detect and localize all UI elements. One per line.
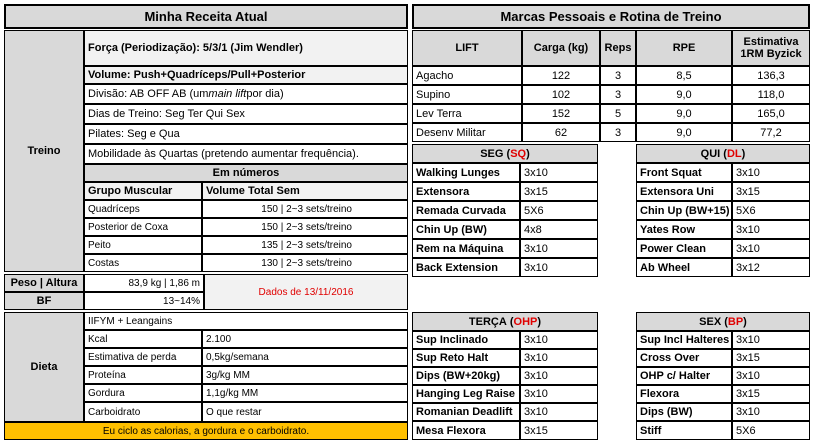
volume-row-1 [202,200,408,218]
iifym-text: IIFYM + Leangains [88,315,173,327]
dieta-val-3 [202,366,408,384]
ter-ex-4 [412,385,520,403]
carga-header-text: Carga (kg) [533,42,589,54]
lift-reps: 5 [614,107,622,120]
exercise-sets: 3x12 [736,261,760,274]
exercise-sets: 3x10 [736,242,760,255]
qui-ex-3 [636,201,732,220]
carga-col-header [522,30,600,66]
lift-row-4-name [412,123,522,142]
peso-value [84,274,204,292]
exercise-sets: 3x15 [736,352,760,364]
lift-row-2-carga [522,85,600,104]
lift-carga: 122 [551,69,571,82]
exercise-sets: 3x10 [736,223,760,236]
lift-row-1-carga [522,66,600,85]
sex-sets-1 [732,331,810,349]
sex-ex-3 [636,367,732,385]
dieta-label [4,312,84,422]
sex-ex-5 [636,403,732,421]
seg-sets-1 [520,163,598,182]
seg-sets-4 [520,220,598,239]
seg-ex-5 [412,239,520,258]
pilates-line [84,124,408,144]
lift-row-3-reps [600,104,636,123]
col-volume-text: Volume Total Sem [206,185,300,197]
volume-line [84,66,408,84]
mobilidade-line [84,144,408,164]
exercise-name: Power Clean [640,242,707,255]
dados-date [204,274,408,310]
volume-value: 130 | 2~3 sets/treino [261,257,352,269]
seg-ex-3 [412,201,520,220]
sex-ex-2 [636,349,732,367]
sex-sets-6 [732,421,810,440]
exercise-sets: 3x10 [524,388,548,400]
dieta-val-1 [202,330,408,348]
seg-ex-6 [412,258,520,277]
grupo-name: Quadríceps [88,203,140,215]
exercise-sets: 3x10 [524,242,548,255]
seg-sets-5 [520,239,598,258]
exercise-name: Extensora Uni [640,185,714,198]
lift-name: Supino [416,88,451,101]
col-grupo-header [84,182,202,200]
mobilidade-text: Mobilidade às Quartas (pretendo aumentar frequência). [88,148,359,160]
exercise-sets: 5X6 [736,424,756,437]
exercise-sets: 3x10 [524,406,548,418]
exercise-name: Walking Lunges [416,166,500,179]
ter-title: TERÇA [468,315,507,328]
dieta-key: Kcal [88,333,108,345]
ter-ex-1 [412,331,520,349]
exercise-sets: 3x10 [524,352,548,364]
treino-label [4,30,84,272]
ter-tag: OHP [513,315,538,328]
left-panel-title [4,4,408,29]
divisao-line [84,84,408,104]
ter-sets-1 [520,331,598,349]
dieta-key-1 [84,330,202,348]
seg-tag: SQ [510,147,527,160]
lift-name: Desenv Militar [416,126,486,139]
exercise-name: Chin Up (BW) [416,223,487,236]
seg-sets-6 [520,258,598,277]
qui-ex-1 [636,163,732,182]
grupo-row-4 [84,254,202,272]
ter-sets-2 [520,349,598,367]
qui-ex-5 [636,239,732,258]
exercise-sets: 3x15 [736,388,760,400]
divisao-post: por dia) [246,88,284,100]
lift-row-3-rpe [636,104,732,123]
seg-ex-1 [412,163,520,182]
right-panel-title [412,4,810,29]
exercise-sets: 3x15 [736,185,760,198]
pilates-text: Pilates: Seg e Qua [88,128,180,140]
treino-label-text: Treino [27,145,61,157]
dieta-footer-text: Eu ciclo as calorias, a gordura e o carboidrato. [102,425,310,437]
exercise-name: Extensora [416,185,470,198]
dados-text: Dados de 13/11/2016 [258,286,354,298]
exercise-sets: 3x10 [736,334,760,346]
lift-row-4-est [732,123,810,142]
seg-ex-4 [412,220,520,239]
seg-sets-2 [520,182,598,201]
lift-rpe: 9,0 [676,88,692,101]
peso-label [4,274,84,292]
dieta-val-4 [202,384,408,402]
lift-row-1-name [412,66,522,85]
ter-sets-5 [520,403,598,421]
exercise-name: Front Squat [640,166,702,179]
qui-sets-3 [732,201,810,220]
volume-value: 135 | 2~3 sets/treino [261,239,352,251]
volume-value: 150 | 2~3 sets/treino [261,221,352,233]
exercise-sets: 4x8 [524,223,542,236]
lift-header-text: LIFT [455,42,479,54]
bf-label [4,292,84,310]
dias-text: Dias de Treino: Seg Ter Qui Sex [88,108,245,120]
exercise-sets: 3x10 [524,261,548,274]
lift-row-4-carga [522,123,600,142]
seg-header: SEG ( SQ ) [412,144,598,163]
dieta-key: Gordura [88,387,125,399]
qui-sets-6 [732,258,810,277]
lift-carga: 62 [554,126,568,139]
lift-row-1-rpe [636,66,732,85]
lift-row-2-rpe [636,85,732,104]
peso-value-text: 83,9 kg | 1,86 m [128,277,200,289]
qui-title: QUI [700,147,721,160]
exercise-name: OHP c/ Halter [640,370,711,382]
grupo-name: Posterior de Coxa [88,221,169,233]
qui-sets-2 [732,182,810,201]
lift-reps: 3 [614,88,622,101]
exercise-sets: 5X6 [736,204,756,217]
exercise-sets: 3x15 [524,424,548,437]
col-grupo-text: Grupo Muscular [88,185,173,197]
lift-est: 165,0 [757,107,785,120]
dieta-val-2 [202,348,408,366]
grupo-row-1 [84,200,202,218]
volume-row-3 [202,236,408,254]
rpe-col-header [636,30,732,66]
ter-ex-2 [412,349,520,367]
dieta-val: 3g/kg MM [206,369,250,381]
ter-header: TERÇA ( OHP ) [412,312,598,331]
seg-ex-2 [412,182,520,201]
lift-row-1-est [732,66,810,85]
exercise-sets: 3x10 [524,370,548,382]
ter-sets-4 [520,385,598,403]
dieta-val: O que restar [206,406,262,418]
divisao-em: main lift [208,88,247,100]
exercise-name: Dips (BW) [640,406,693,418]
lift-rpe: 8,5 [676,69,692,82]
exercise-name: Ab Wheel [640,261,691,274]
volume-value: 150 | 2~3 sets/treino [261,203,352,215]
reps-col-header [600,30,636,66]
estimativa-col-header [732,30,810,66]
lift-row-3-carga [522,104,600,123]
sex-sets-4 [732,385,810,403]
em-numeros-header [84,164,408,182]
dieta-footer [4,422,408,440]
dieta-key-3 [84,366,202,384]
volume-row-2 [202,218,408,236]
seg-title: SEG [480,147,504,160]
lift-row-4-reps [600,123,636,142]
exercise-sets: 3x10 [524,166,548,179]
grupo-name: Peito [88,239,111,251]
exercise-name: Remada Curvada [416,204,506,217]
exercise-name: Cross Over [640,352,700,364]
lift-est: 77,2 [760,126,782,139]
ter-ex-5 [412,403,520,421]
grupo-row-3 [84,236,202,254]
qui-header: QUI ( DL ) [636,144,810,163]
exercise-sets: 3x10 [736,370,760,382]
forca-line [84,30,408,66]
ter-ex-6 [412,421,520,440]
dias-line [84,104,408,124]
lift-est: 136,3 [757,69,785,82]
lift-est: 118,0 [757,88,785,101]
lift-carga: 152 [551,107,571,120]
lift-name: Lev Terra [416,107,462,120]
exercise-name: Sup Incl Halteres [640,334,730,346]
qui-tag: DL [726,147,742,160]
volume-text: Volume: Push+Quadríceps/Pull+Posterior [88,69,306,81]
estimativa-header-text: Estimativa 1RM Byzick [740,36,802,60]
exercise-name: Chin Up (BW+15) [640,204,730,217]
lift-row-2-est [732,85,810,104]
qui-sets-4 [732,220,810,239]
sex-sets-2 [732,349,810,367]
lift-col-header [412,30,522,66]
exercise-name: Yates Row [640,223,696,236]
bf-value [84,292,204,310]
sex-ex-1 [636,331,732,349]
em-numeros-text: Em números [212,167,280,179]
bf-label-text: BF [36,295,52,307]
exercise-sets: 3x10 [524,334,548,346]
sex-sets-3 [732,367,810,385]
dieta-key: Proteína [88,369,126,381]
seg-sets-3 [520,201,598,220]
forca-text: Força (Periodização): 5/3/1 (Jim Wendler) [88,42,303,54]
exercise-name: Back Extension [416,261,498,274]
dieta-key-4 [84,384,202,402]
lift-row-3-name [412,104,522,123]
qui-ex-6 [636,258,732,277]
rpe-header-text: RPE [672,42,696,54]
sex-sets-5 [732,403,810,421]
right-panel-title-text: Marcas Pessoais e Rotina de Treino [500,9,722,24]
qui-ex-4 [636,220,732,239]
ter-sets-6 [520,421,598,440]
dieta-key: Estimativa de perda [88,351,177,363]
sex-ex-6 [636,421,732,440]
exercise-name: Flexora [640,388,680,400]
lift-rpe: 9,0 [676,107,692,120]
exercise-name: Sup Inclinado [416,334,489,346]
exercise-name: Sup Reto Halt [416,352,489,364]
lift-name: Agacho [416,69,454,82]
exercise-sets: 5X6 [524,204,544,217]
exercise-sets: 3x10 [736,406,760,418]
col-volume-header [202,182,408,200]
qui-sets-1 [732,163,810,182]
exercise-sets: 3x15 [524,185,548,198]
exercise-sets: 3x10 [736,166,760,179]
sex-header: SEX ( BP ) [636,312,810,331]
dieta-label-text: Dieta [30,361,58,373]
dieta-val-5 [202,402,408,422]
exercise-name: Hanging Leg Raise [416,388,516,400]
ter-sets-3 [520,367,598,385]
lift-reps: 3 [614,126,622,139]
lift-row-4-rpe [636,123,732,142]
dieta-key-5 [84,402,202,422]
sex-tag: BP [727,315,744,328]
divisao-pre: Divisão: AB OFF AB (um [88,88,209,100]
exercise-name: Mesa Flexora [416,424,486,437]
lift-carga: 102 [551,88,571,101]
lift-reps: 3 [614,69,622,82]
dieta-val: 0,5kg/semana [206,351,269,363]
lift-row-3-est [732,104,810,123]
peso-label-text: Peso | Altura [10,277,78,289]
grupo-name: Costas [88,257,120,269]
lift-row-2-reps [600,85,636,104]
bf-value-text: 13~14% [163,295,200,307]
ter-ex-3 [412,367,520,385]
dieta-key-2 [84,348,202,366]
sex-title: SEX [699,315,722,328]
lift-row-2-name [412,85,522,104]
exercise-name: Rem na Máquina [416,242,504,255]
iifym-line [84,312,408,330]
lift-row-1-reps [600,66,636,85]
sex-ex-4 [636,385,732,403]
qui-sets-5 [732,239,810,258]
exercise-name: Stiff [640,424,662,437]
exercise-name: Dips (BW+20kg) [416,370,501,382]
dieta-val: 1,1g/kg MM [206,387,259,399]
qui-ex-2 [636,182,732,201]
volume-row-4 [202,254,408,272]
dieta-val: 2.100 [206,333,232,345]
dieta-key: Carboidrato [88,406,141,418]
exercise-name: Romanian Deadlift [416,406,513,418]
left-panel-title-text: Minha Receita Atual [144,9,268,24]
lift-rpe: 9,0 [676,126,692,139]
grupo-row-2 [84,218,202,236]
reps-header-text: Reps [604,42,632,54]
